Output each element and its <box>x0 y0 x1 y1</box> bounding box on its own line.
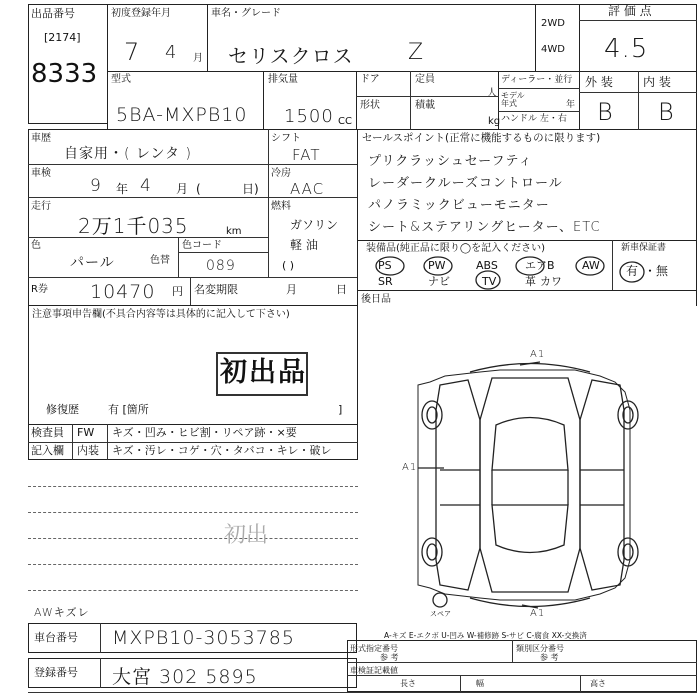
spec-length: 長さ <box>400 679 416 688</box>
mileage-label: 走行 <box>31 201 51 212</box>
lot-label: 出品番号 <box>31 7 75 20</box>
year-unit: 年 <box>566 100 576 110</box>
sales-point-3: パノラミックビューモニター <box>368 198 550 213</box>
exterior-grade: B <box>597 98 614 126</box>
repair-value: 有 [箇所 <box>108 403 149 416</box>
rear-seat-label: 後日品 <box>361 294 391 305</box>
person-unit: 人 <box>487 88 497 99</box>
reg-month: 4 <box>165 42 178 63</box>
inspector-label-1: 検査員 <box>31 426 64 439</box>
warranty-yes: 有 <box>626 264 639 278</box>
grade: Z <box>408 40 425 65</box>
equip-pw: PW <box>428 259 446 272</box>
equip-sr: SR <box>378 275 393 288</box>
history-label: 車歴 <box>31 133 51 144</box>
ac-value: AAC <box>290 180 325 198</box>
ac-label: 冷房 <box>271 168 291 179</box>
shaken-month-unit: 月 <box>176 182 189 196</box>
model-value: 5BA-MXPB10 <box>116 104 248 126</box>
plate-value: 大宮 302 5895 <box>112 666 258 688</box>
kg-unit: kg <box>488 116 501 127</box>
color-code: 089 <box>206 258 236 274</box>
interior-grade: B <box>658 98 675 126</box>
spec-r1: 類別区分番号 <box>516 644 564 653</box>
spare-label: スペア <box>430 610 451 618</box>
name-label: 車名・グレード <box>211 8 281 19</box>
fuel-label: 燃料 <box>271 201 291 212</box>
plate-label: 登録番号 <box>34 666 78 679</box>
spec-l2: 参 考 <box>380 653 399 662</box>
equipment-label: 装備品(純正品に限り◯を記入ください) <box>366 243 545 254</box>
history-value: 自家用・( レンタ ) <box>64 146 192 162</box>
mileage-unit: km <box>226 226 242 237</box>
color-cat-label: 色替 <box>150 255 170 266</box>
damage-legend: A-キズ E-エクボ U-凹み W-補修跡 S-サビ C-腐食 XX-交換済 <box>384 631 587 640</box>
warranty-no: ・無 <box>644 264 669 278</box>
model-label: 型式 <box>111 74 131 85</box>
shape-label: 形状 <box>360 100 380 111</box>
reg-year: 7 <box>124 38 141 66</box>
recycle-unit: 円 <box>172 285 183 298</box>
repair-close: ] <box>338 403 343 416</box>
spec-l1: 形式指定番号 <box>350 644 398 653</box>
warranty-label: 新車保証書 <box>621 243 667 253</box>
chassis-value: MXPB10-3053785 <box>112 627 295 649</box>
reg-month-unit: 月 <box>193 53 203 64</box>
faded-stamp: 初出 <box>224 523 269 548</box>
damage-mark-a1-left: A1 <box>402 462 418 473</box>
spec-r2: 参 考 <box>540 653 559 662</box>
inspector-row2: キズ・汚レ・コゲ・穴・タバコ・キレ・破レ <box>112 444 332 457</box>
aw-note: AWキズレ <box>34 606 90 619</box>
fuel-paren: ( ) <box>282 259 295 272</box>
displacement-value: 1500 <box>284 106 334 127</box>
recycle-label: R券 <box>31 284 48 295</box>
spec-width: 幅 <box>476 679 484 688</box>
exterior-label: 外 装 <box>585 75 613 89</box>
shift-label: シフト <box>271 133 301 144</box>
model-year-label: モデル 年式 <box>501 91 525 108</box>
dealer-label: ディーラー・並行 <box>501 75 573 85</box>
drive-box <box>535 4 580 72</box>
shaken-day-unit: 日) <box>242 182 259 196</box>
fuel-diesel: 軽 油 <box>290 238 318 252</box>
recycle-value: 10470 <box>90 281 156 303</box>
lot-number: 8333 <box>31 59 98 89</box>
shaken-year: 9 <box>90 176 102 196</box>
chassis-label: 車台番号 <box>34 631 78 644</box>
color-code-label: 色コード <box>182 240 222 251</box>
equip-aw: AW <box>582 259 600 272</box>
inspector-row1: キズ・凹み・ヒビ割・リペア跡・×要 <box>112 426 297 439</box>
inspector-label-2: 記入欄 <box>31 444 64 457</box>
equip-kawa: カワ <box>540 275 562 288</box>
score-value: 4.5 <box>604 34 649 64</box>
damage-mark-a1-top: A1 <box>530 349 546 360</box>
door-label: ドア <box>360 74 380 85</box>
load-label: 積載 <box>415 100 435 111</box>
shaken-open: ( <box>196 182 201 196</box>
damage-mark-a1-bottom: A1 <box>530 608 546 619</box>
shift-value: FAT <box>292 146 321 164</box>
name-change-month: 月 <box>286 283 297 296</box>
fuel-gas: ガソリン <box>290 218 339 232</box>
car-name: セリスクロス <box>228 44 354 68</box>
equip-leather: 革 <box>525 275 536 288</box>
drive-2wd: 2WD <box>541 18 565 29</box>
handle-label: ハンドル 左・右 <box>501 114 567 124</box>
reg-year-label: 初度登録年月 <box>111 8 171 19</box>
equip-airb: エアB <box>525 259 555 272</box>
color-value: パール <box>70 255 115 271</box>
repair-label: 修復歴 <box>46 403 79 416</box>
sales-point-1: プリクラッシュセーフティ <box>368 154 533 169</box>
notes-label: 注意事項申告欄(不具合内容等は具体的に記入して下さい) <box>32 309 290 320</box>
cc-unit: CC <box>338 116 352 127</box>
lot-sub: [2174] <box>44 31 81 44</box>
sales-point-4: シート&ステアリングヒーター、ETC <box>368 220 601 235</box>
shaken-year-unit: 年 <box>116 182 129 196</box>
name-change-day: 日 <box>336 283 347 296</box>
sales-point-2: レーダークルーズコントロール <box>368 176 563 191</box>
sales-label: セールスポイント(正常に機能するものに限ります) <box>362 132 601 144</box>
name-change-label: 名変期限 <box>194 283 238 296</box>
spec-l3: 車検証記載値 <box>350 666 398 675</box>
equip-tv: TV <box>482 275 497 288</box>
interior-label: 内 装 <box>643 75 671 89</box>
color-label: 色 <box>31 240 41 251</box>
shaken-month: 4 <box>140 176 152 196</box>
spec-height: 高さ <box>590 679 606 688</box>
rear-box <box>357 290 697 306</box>
capacity-label: 定員 <box>415 74 435 85</box>
shaken-label: 車検 <box>31 168 51 179</box>
score-label: 評 価 点 <box>608 4 652 18</box>
mileage-value: 2万1千035 <box>78 214 189 238</box>
drive-4wd: 4WD <box>541 44 565 55</box>
inspector-fw: FW <box>77 426 95 439</box>
inspector-int: 内装 <box>77 444 99 457</box>
equip-navi: ナビ <box>428 275 450 288</box>
equip-abs: ABS <box>476 259 498 272</box>
displacement-label: 排気量 <box>268 74 298 85</box>
first-listing-stamp-text: 初出品 <box>220 357 307 388</box>
equip-ps: PS <box>378 259 392 272</box>
